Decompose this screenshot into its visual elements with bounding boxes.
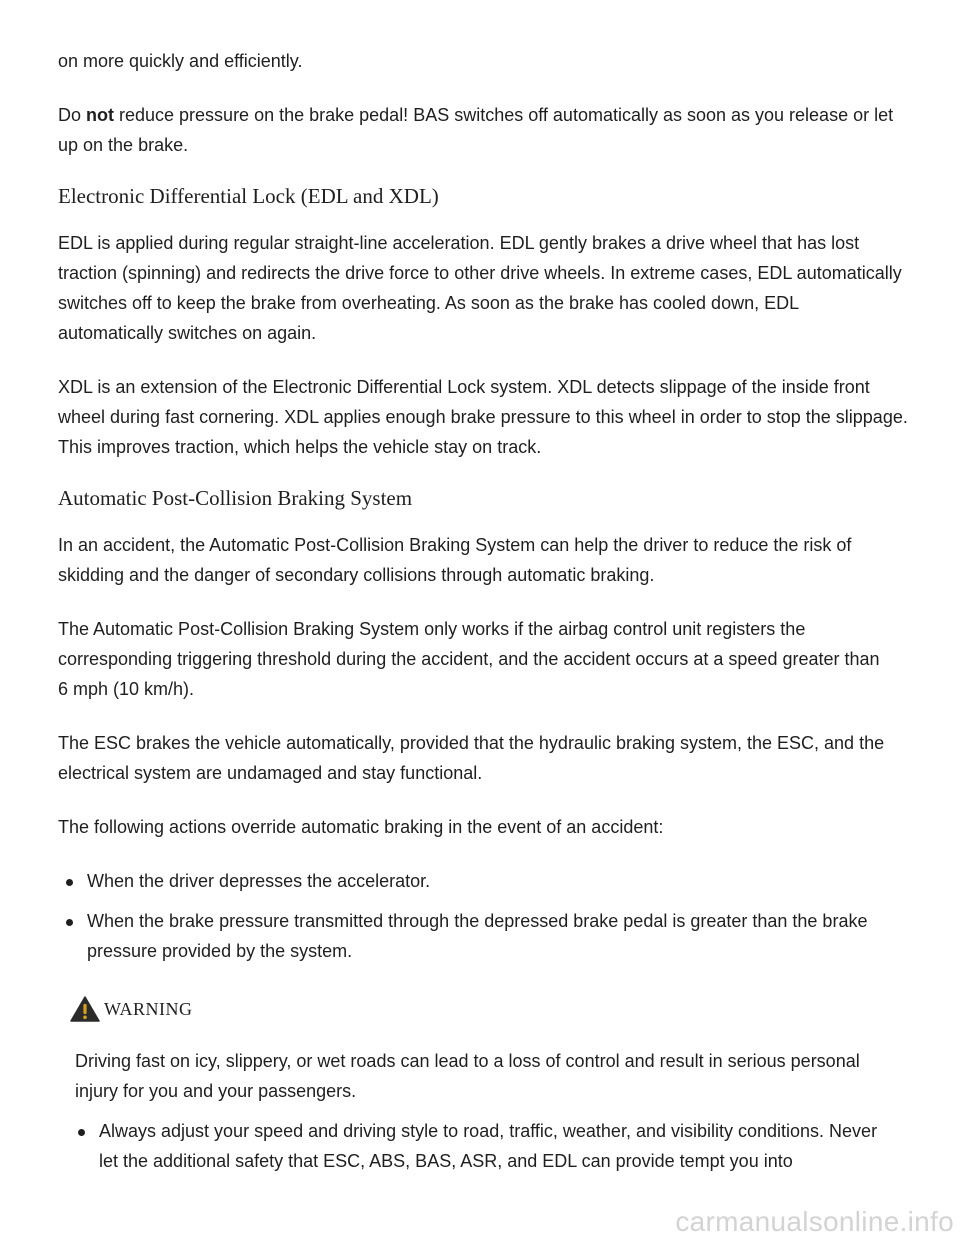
warning-label: WARNING xyxy=(104,999,193,1019)
bullet-icon xyxy=(66,919,73,926)
brake-pedal-note xyxy=(58,100,908,160)
esc-paragraph: The ESC brakes the vehicle automatically, provided that the hydraulic braking system, the ESC, and the electrical system are undamaged and stay functional. xyxy=(58,733,885,783)
text-span: reduce pressure on the brake pedal! BAS switches off automatically as soon as you release or let up on the brake. xyxy=(58,105,894,155)
list-item xyxy=(99,1116,899,1176)
edl-heading: Electronic Differential Lock (EDL and XDL) xyxy=(58,184,439,208)
list-item xyxy=(87,866,909,896)
override-intro: The following actions override automatic braking in the event of an accident: xyxy=(58,817,664,837)
warning-text: Driving fast on icy, slippery, or wet roads can lead to a loss of control and result in serious personal injury for you and your passengers. xyxy=(75,1051,860,1101)
speed-value: 6 mph (10 km/h). xyxy=(58,679,195,699)
list-item xyxy=(87,906,909,966)
bullet-icon xyxy=(66,879,73,886)
text-span: Do xyxy=(58,105,87,125)
apcb-paragraph: In an accident, the Automatic Post-Collision Braking System can help the driver to reduce the risk of skidding and the danger of secondary collisions through automatic braking. xyxy=(58,535,852,585)
watermark: carmanualsonline.info xyxy=(675,1206,954,1237)
warning-triangle-icon xyxy=(70,996,100,1022)
bullet-icon xyxy=(78,1129,85,1136)
override-list xyxy=(87,866,909,966)
warning-list xyxy=(99,1116,899,1176)
apcb-heading: Automatic Post-Collision Braking System xyxy=(58,486,413,510)
list-item-text: When the driver depresses the accelerator. xyxy=(87,871,431,891)
list-item-text: Always adjust your speed and driving style to road, traffic, weather, and visibility conditions. Never let the additional safety that ESC, ABS, BAS, ASR, and EDL can provide tempt you into xyxy=(99,1121,878,1171)
xdl-paragraph: XDL is an extension of the Electronic Differential Lock system. XDL detects slippage of the inside front wheel during fast cornering. XDL applies enough brake pressure to this wheel in order to stop the slippage. This improves traction, which helps the vehicle stay on track. xyxy=(58,377,908,457)
warning-header xyxy=(70,996,193,1022)
text-span: The Automatic Post-Collision Braking System only works if the airbag control unit registers the corresponding triggering threshold during the accident, and the accident occurs at a speed greater than xyxy=(58,619,880,669)
list-item-text: When the brake pressure transmitted through the depressed brake pedal is greater than the brake pressure provided by the system. xyxy=(87,911,868,961)
emphasis-not: not xyxy=(86,105,114,125)
edl-paragraph: EDL is applied during regular straight-line acceleration. EDL gently brakes a drive wheel that has lost traction (spinning) and redirects the drive force to other drive wheels. In extreme cases, EDL automatically switches off to keep the brake from overheating. As soon as the brake has cooled down, EDL automatically switches on again. xyxy=(58,233,902,343)
apcb-threshold-paragraph xyxy=(58,614,908,704)
body-paragraph: on more quickly and efficiently. xyxy=(58,51,303,71)
